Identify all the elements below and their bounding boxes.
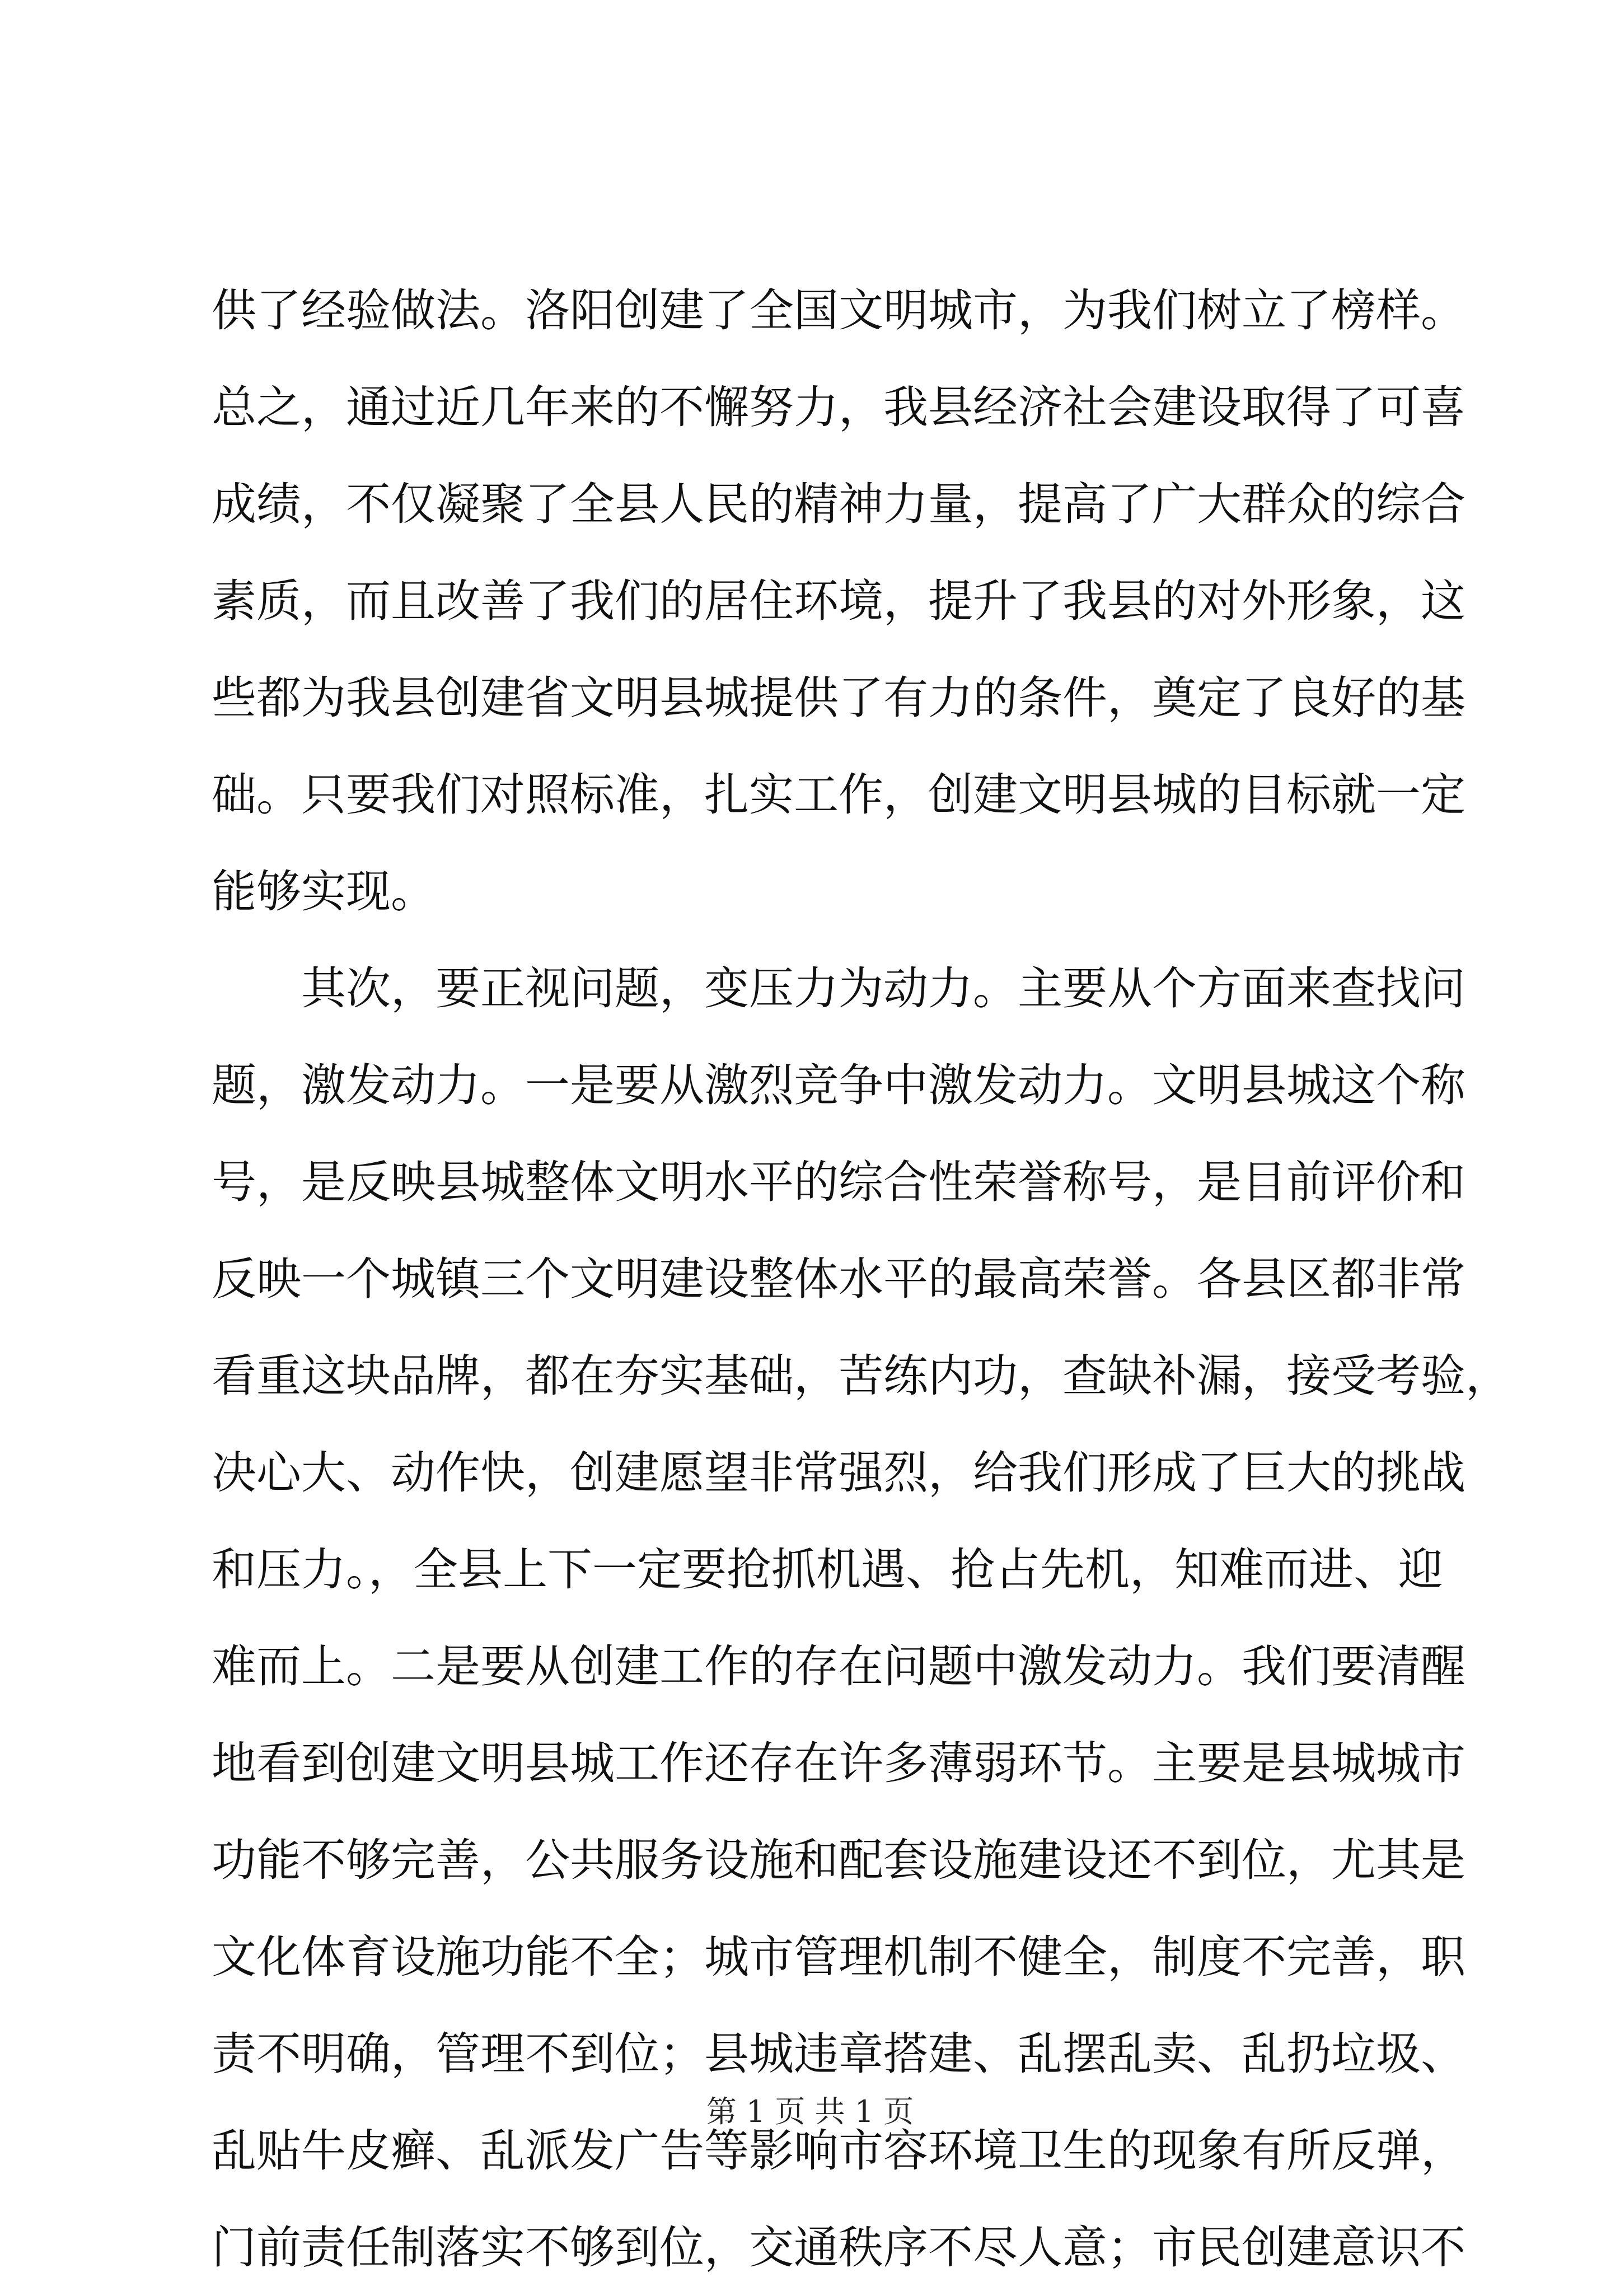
text-line: 功能不够完善，公共服务设施和配套设施建设还不到位，尤其是 — [212, 1834, 1466, 1886]
text-line: 础。只要我们对照标准，扎实工作，创建文明县城的目标就一定 — [212, 769, 1466, 821]
text-line: 反映一个城镇三个文明建设整体水平的最高荣誉。各县区都非常 — [212, 1253, 1466, 1305]
text-line: 素质，而且改善了我们的居住环境，提升了我县的对外形象，这 — [212, 575, 1466, 627]
text-line: 成绩，不仅凝聚了全县人民的精神力量，提高了广大群众的综合 — [212, 478, 1466, 530]
paragraph-1 — [212, 262, 1466, 940]
text-line: 门前责任制落实不够到位，交通秩序不尽人意；市民创建意识不 — [212, 2222, 1466, 2274]
text-line: 供了经验做法。洛阳创建了全国文明城市，为我们树立了榜样。 — [212, 284, 1466, 336]
text-line: 地看到创建文明县城工作还存在许多薄弱环节。主要是县城城市 — [212, 1737, 1466, 1789]
text-line: 责不明确，管理不到位；县城违章搭建、乱摆乱卖、乱扔垃圾、 — [212, 2028, 1466, 2080]
text-line: 文化体育设施功能不全；城市管理机制不健全，制度不完善，职 — [212, 1931, 1466, 1983]
text-line: 其次，要正视问题，变压力为动力。主要从个方面来查找问 — [301, 962, 1466, 1014]
text-line: 难而上。二是要从创建工作的存在问题中激发动力。我们要清醒 — [212, 1640, 1466, 1692]
text-line: 些都为我县创建省文明县城提供了有力的条件，奠定了良好的基 — [212, 672, 1466, 724]
text-line: 能够实现。 — [212, 866, 436, 918]
page-footer — [0, 2089, 1620, 2134]
text-line: 题，激发动力。一是要从激烈竞争中激发动力。文明县城这个称 — [212, 1059, 1466, 1111]
text-line: 决心大、动作快，创建愿望非常强烈，给我们形成了巨大的挑战 — [212, 1447, 1466, 1499]
text-line: 乱贴牛皮癣、乱派发广告等影响市容环境卫生的现象有所反弹， — [212, 2125, 1466, 2177]
text-line: 和压力。，全县上下一定要抢抓机遇、抢占先机，知难而进、迎 — [212, 1544, 1443, 1596]
text-line: 总之，通过近几年来的不懈努力，我县经济社会建设取得了可喜 — [212, 381, 1466, 433]
document-body — [212, 262, 1510, 2296]
page-number-label: 第 1 页 共 1 页 — [706, 2094, 914, 2129]
text-line: 看重这块品牌，都在夯实基础，苦练内功，查缺补漏，接受考验， — [212, 1350, 1510, 1402]
text-line: 号，是反映县城整体文明水平的综合性荣誉称号，是目前评价和 — [212, 1156, 1466, 1208]
